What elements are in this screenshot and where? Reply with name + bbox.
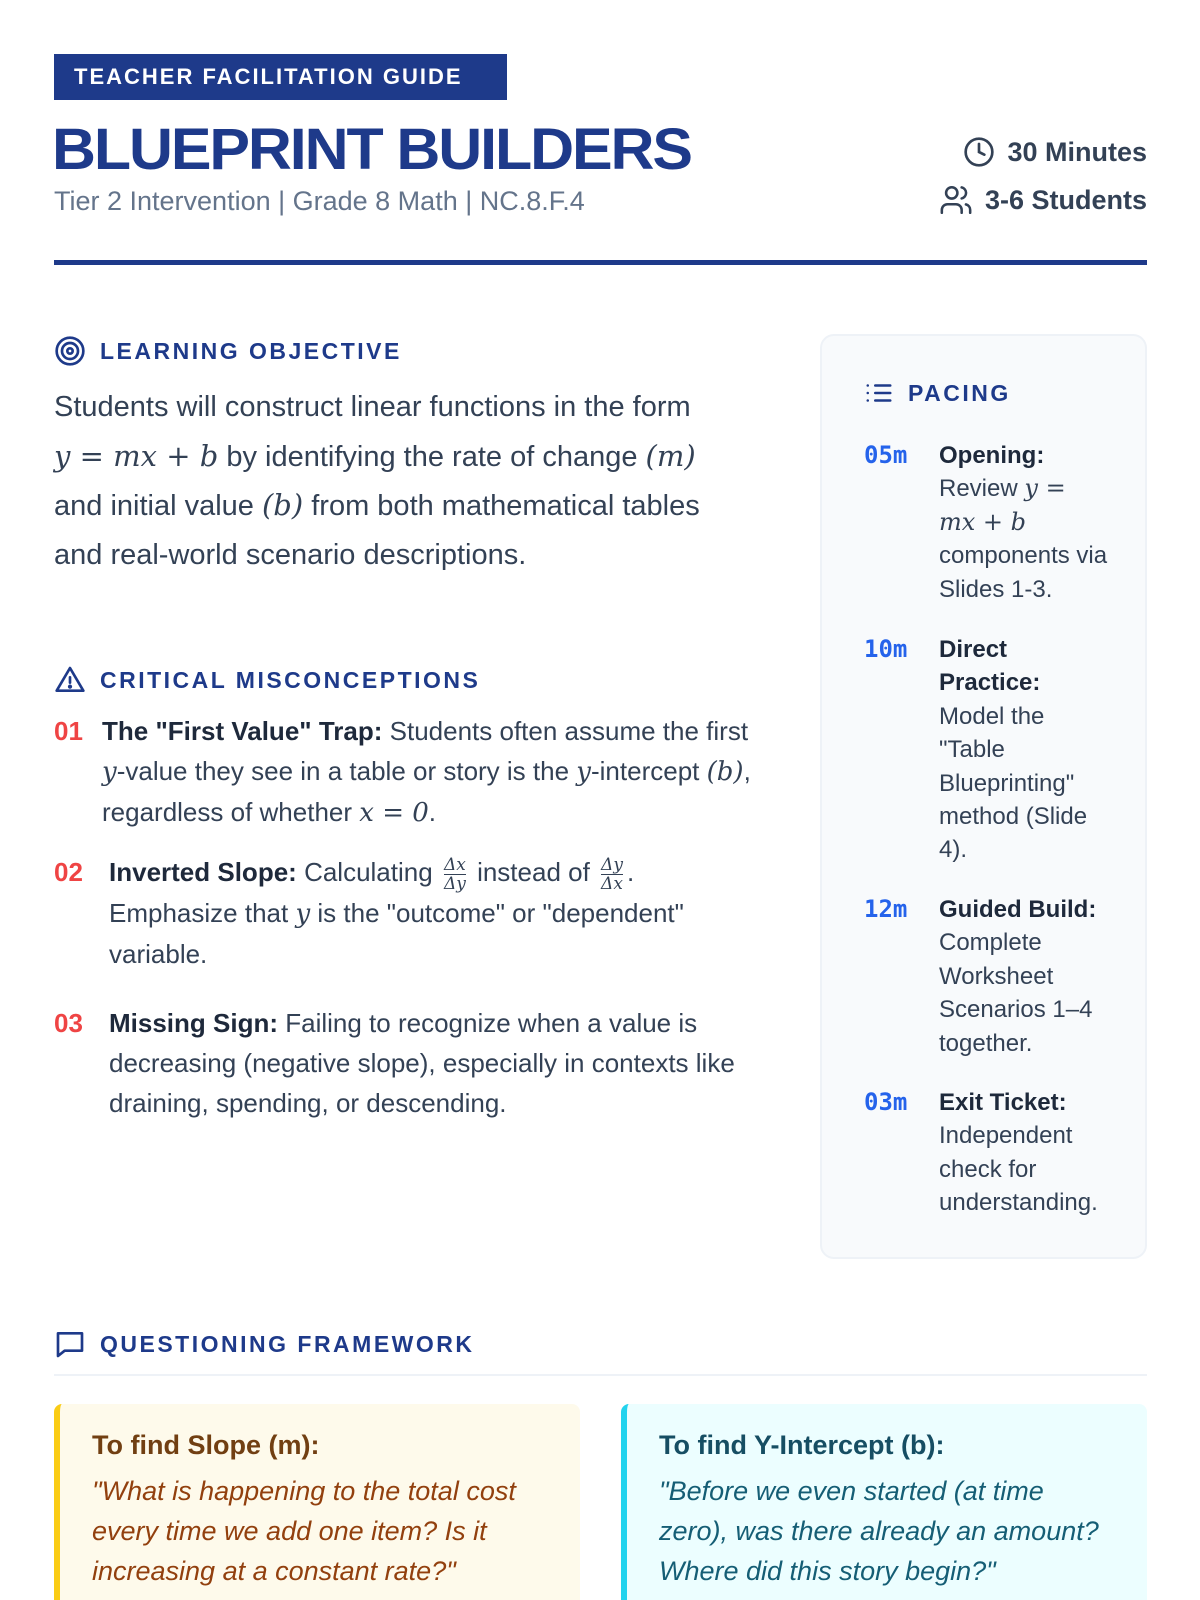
page-subtitle: Tier 2 Intervention | Grade 8 Math | NC.8.F.4 xyxy=(54,186,585,216)
objective-part: by identifying the rate of change xyxy=(226,440,638,473)
misconception-number: 01 xyxy=(54,716,83,746)
duration-meta xyxy=(963,136,1147,168)
pacing-heading xyxy=(864,378,1011,408)
misconception-text: is the "outcome" or "dependent" variable. xyxy=(109,897,684,969)
card-title: To find Slope (m): xyxy=(92,1430,320,1460)
objective-part: from both mathematical tables and real-world scenario descriptions. xyxy=(54,490,700,571)
misconception-item xyxy=(54,852,754,974)
pacing-time: 10m xyxy=(864,635,908,663)
pacing-text xyxy=(939,1086,1109,1220)
pacing-time: 03m xyxy=(864,1088,908,1116)
pacing-text xyxy=(939,439,1109,606)
questioning-heading-text: QUESTIONING FRAMEWORK xyxy=(100,1330,475,1357)
math-var: y xyxy=(576,757,591,787)
guide-badge: TEACHER FACILITATION GUIDE xyxy=(54,54,507,100)
misconception-text: -value they see in a table or story is the xyxy=(116,756,570,786)
pacing-title: Guided Build: xyxy=(939,896,1097,923)
fraction-numerator: Δy xyxy=(601,854,623,875)
target-icon xyxy=(54,335,86,367)
pacing-panel xyxy=(820,334,1147,1259)
math-var: y xyxy=(102,757,117,787)
fraction-numerator: Δx xyxy=(443,854,466,875)
misconception-text: . Emphasize that xyxy=(109,857,635,928)
card-quote: "What is happening to the total cost every time we add one item? Is it increasing at a constant rate?" xyxy=(92,1476,516,1586)
pacing-time: 05m xyxy=(864,441,908,469)
math-var: (b) xyxy=(706,757,744,787)
fraction-denominator: Δy xyxy=(443,873,466,894)
objective-m-var: (m) xyxy=(645,438,696,473)
pacing-title: Direct Practice: xyxy=(939,636,1041,697)
fraction-dx-dy xyxy=(444,856,466,893)
objective-heading-text: LEARNING OBJECTIVE xyxy=(100,337,402,364)
objective-part: Students will construct linear functions in the form xyxy=(54,391,691,423)
pacing-item xyxy=(864,633,1109,867)
misconception-item xyxy=(54,711,754,833)
pacing-title: Exit Ticket: xyxy=(939,1089,1067,1116)
duration-text: 30 Minutes xyxy=(1007,136,1147,167)
card-quote: "Before we even started (at time zero), was there already an amount? Where did this story begin?" xyxy=(659,1476,1099,1586)
misconception-text: Calculating xyxy=(304,857,433,887)
misconception-text: . xyxy=(428,797,437,827)
misconception-body xyxy=(109,1003,754,1123)
misconception-body xyxy=(102,711,754,833)
intercept-question-card xyxy=(621,1404,1147,1600)
group-size-text: 3-6 Students xyxy=(984,184,1147,215)
card-title: To find Y-Intercept (b): xyxy=(659,1430,945,1460)
pacing-item xyxy=(864,1086,1109,1220)
pacing-text xyxy=(939,633,1109,867)
users-icon xyxy=(939,183,973,217)
pacing-desc: Review xyxy=(939,475,1018,503)
objective-b-var: (b) xyxy=(261,488,304,522)
pacing-item xyxy=(864,893,1109,1060)
pacing-desc: Independent check for understanding. xyxy=(939,1122,1098,1217)
pacing-equation: y = mx + b xyxy=(939,474,1066,536)
page-title: BLUEPRINT BUILDERS xyxy=(52,117,691,182)
objective-equation: y = mx + b xyxy=(54,438,219,473)
questioning-divider xyxy=(54,1374,1147,1376)
pacing-heading-text: PACING xyxy=(908,379,1011,406)
pacing-text xyxy=(939,893,1109,1060)
math-var: y xyxy=(295,898,311,929)
slope-question-card xyxy=(54,1404,580,1600)
misconception-text: instead of xyxy=(477,857,590,887)
fraction-denominator: Δx xyxy=(601,873,623,894)
pacing-desc: Complete Worksheet Scenarios 1–4 together. xyxy=(939,929,1093,1057)
warning-icon xyxy=(54,664,86,696)
chat-icon xyxy=(54,1328,86,1360)
clock-icon xyxy=(963,136,995,168)
misconception-text: , regardless of whether xyxy=(102,756,751,827)
list-icon xyxy=(864,378,894,408)
questioning-heading xyxy=(54,1328,475,1360)
misconception-text: -intercept xyxy=(591,756,700,786)
misconception-title: Missing Sign: xyxy=(109,1008,278,1038)
misconception-body xyxy=(109,852,754,974)
header-divider xyxy=(54,260,1147,265)
pacing-desc: components via Slides 1-3. xyxy=(939,542,1108,603)
misconception-item xyxy=(54,1003,754,1123)
pacing-item xyxy=(864,439,1109,606)
misconceptions-heading-text: CRITICAL MISCONCEPTIONS xyxy=(100,666,481,693)
pacing-desc: Model the "Table Blueprinting" method (Slide 4). xyxy=(939,702,1088,864)
misconception-text: Failing to recognize when a value is decreasing (negative slope), especially in contexts like draining, spending, or descending. xyxy=(109,1008,735,1118)
misconception-text: Students often assume the first xyxy=(389,716,749,746)
fraction-dy-dx xyxy=(601,856,623,893)
misconception-number: 02 xyxy=(54,857,83,887)
math-equation: x = 0 xyxy=(359,798,429,828)
misconception-title: Inverted Slope: xyxy=(109,857,297,887)
misconceptions-heading xyxy=(54,664,480,696)
misconception-title: The "First Value" Trap: xyxy=(102,716,383,746)
misconception-number: 03 xyxy=(54,1008,83,1038)
pacing-time: 12m xyxy=(864,895,908,923)
objective-text xyxy=(54,383,714,579)
group-size-meta xyxy=(939,183,1147,217)
objective-heading xyxy=(54,335,402,367)
objective-part: and initial value xyxy=(54,490,254,522)
pacing-title: Opening: xyxy=(939,442,1045,469)
